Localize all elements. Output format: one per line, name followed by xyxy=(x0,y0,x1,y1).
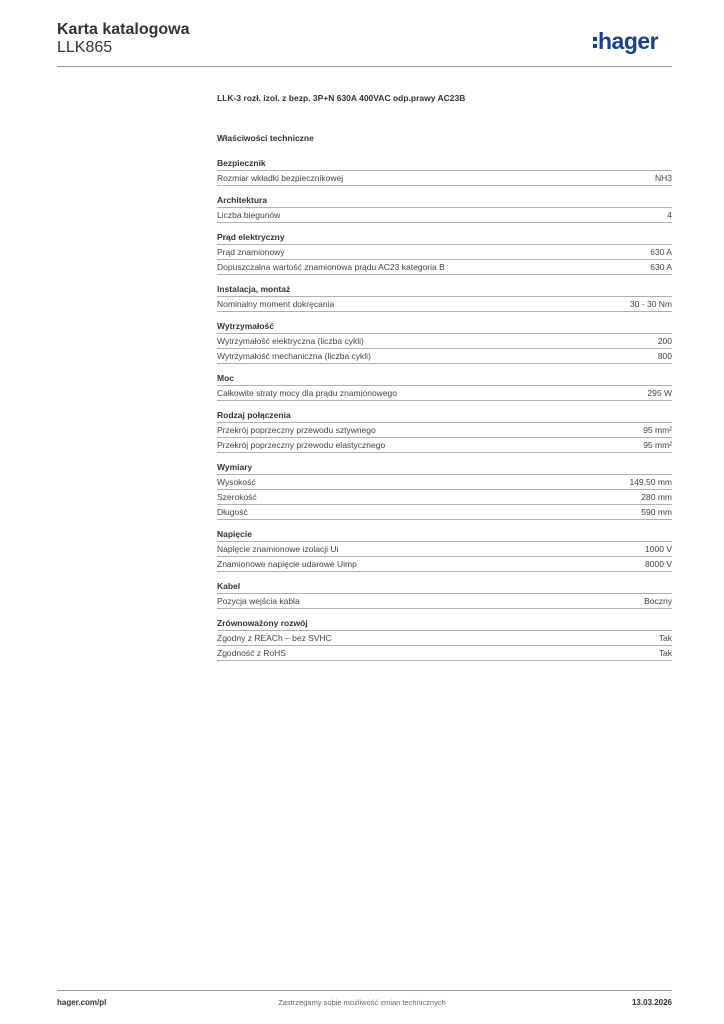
spec-label: Zgodność z RoHS xyxy=(217,648,286,658)
section-rows xyxy=(217,296,672,312)
spec-row xyxy=(217,437,672,453)
section-title: Rodzaj połączenia xyxy=(217,410,291,420)
spec-label: Wytrzymałość mechaniczna (liczba cykli) xyxy=(217,351,371,361)
spec-value: 95 mm² xyxy=(643,425,672,435)
spec-row xyxy=(217,259,672,275)
spec-row xyxy=(217,348,672,364)
spec-label: Całkowite straty mocy dla prądu znamionowego xyxy=(217,388,398,398)
spec-section xyxy=(217,372,672,401)
footer-date: 13.03.2026 xyxy=(631,998,672,1007)
spec-label: Dopuszczalna wartość znamionowa prądu AC23 kategoria B xyxy=(217,262,445,272)
section-rows xyxy=(217,593,672,609)
footer-website: hager.com/pl xyxy=(57,998,107,1007)
spec-value: Tak xyxy=(658,633,672,643)
document-title: Karta katalogowa xyxy=(57,21,190,38)
section-rows xyxy=(217,207,672,223)
spec-section xyxy=(217,409,672,453)
spec-row xyxy=(217,645,672,661)
spec-value: 30 - 30 Nm xyxy=(629,299,672,309)
section-title: Instalacja, montaż xyxy=(217,284,291,294)
spec-section xyxy=(217,283,672,312)
spec-row xyxy=(217,474,672,489)
spec-section xyxy=(217,320,672,364)
spec-section xyxy=(217,528,672,572)
spec-label: Zgodny z REACh – bez SVHC xyxy=(217,633,332,643)
spec-value: 1000 V xyxy=(645,544,672,554)
spec-row xyxy=(217,489,672,504)
logo-text: hager xyxy=(598,27,659,54)
spec-value: 630 A xyxy=(650,262,672,272)
spec-row xyxy=(217,504,672,520)
spec-value: 630 A xyxy=(650,247,672,257)
section-rows xyxy=(217,333,672,364)
spec-section xyxy=(217,461,672,520)
spec-label: Prąd znamionowy xyxy=(217,247,285,257)
spec-label: Przekrój poprzeczny przewodu sztywnego xyxy=(217,425,376,435)
spec-value: Tak xyxy=(658,648,672,658)
spec-sections xyxy=(217,157,672,661)
spec-label: Napięcie znamionowe izolacji Ui xyxy=(217,544,339,554)
spec-label: Rozmiar wkładki bezpiecznikowej xyxy=(217,173,344,183)
spec-value: 590 mm xyxy=(641,507,672,517)
spec-section xyxy=(217,580,672,609)
header-divider xyxy=(57,66,672,67)
spec-row xyxy=(217,541,672,556)
spec-section xyxy=(217,157,672,186)
spec-section xyxy=(217,194,672,223)
section-rows xyxy=(217,170,672,186)
spec-value: 95 mm² xyxy=(643,440,672,450)
spec-value: 4 xyxy=(667,210,672,220)
spec-value: 800 xyxy=(657,351,672,361)
spec-row xyxy=(217,170,672,186)
spec-label: Wytrzymałość elektryczna (liczba cykli) xyxy=(217,336,364,346)
section-rows xyxy=(217,474,672,520)
spec-value: NH3 xyxy=(654,173,672,183)
spec-value: 200 xyxy=(657,336,672,346)
section-title: Prąd elektryczny xyxy=(217,232,285,242)
technical-properties-heading: Właściwości techniczne xyxy=(217,133,314,143)
section-title: Napięcie xyxy=(217,529,252,539)
section-title: Wytrzymałość xyxy=(217,321,275,331)
spec-label: Szerokość xyxy=(217,492,257,502)
spec-value: 295 W xyxy=(647,388,672,398)
section-title: Architektura xyxy=(217,195,268,205)
spec-value: 8000 V xyxy=(645,559,672,569)
section-title: Bezpiecznik xyxy=(217,158,266,168)
footer-divider xyxy=(57,990,672,991)
product-code: LLK865 xyxy=(57,39,113,56)
spec-row xyxy=(217,333,672,348)
section-title: Moc xyxy=(217,373,234,383)
spec-row xyxy=(217,556,672,572)
spec-label: Nominalny moment dokręcania xyxy=(217,299,335,309)
hager-logo xyxy=(593,27,658,55)
logo-colon-mark xyxy=(593,37,597,48)
spec-label: Długość xyxy=(217,507,248,517)
spec-label: Liczba biegunów xyxy=(217,210,281,220)
spec-row xyxy=(217,422,672,437)
spec-row xyxy=(217,630,672,645)
spec-content xyxy=(217,91,672,669)
spec-section xyxy=(217,231,672,275)
spec-value: Boczny xyxy=(644,596,672,606)
spec-value: 280 mm xyxy=(641,492,672,502)
section-title: Wymiary xyxy=(217,462,253,472)
spec-label: Znamionowe napięcie udarowe Uimp xyxy=(217,559,357,569)
spec-row xyxy=(217,244,672,259)
section-rows xyxy=(217,630,672,661)
section-rows xyxy=(217,541,672,572)
spec-label: Przekrój poprzeczny przewodu elastycznego xyxy=(217,440,386,450)
section-title: Kabel xyxy=(217,581,241,591)
section-rows xyxy=(217,244,672,275)
footer-disclaimer: Zastrzegamy sobie możliwość zmian technicznych xyxy=(278,998,446,1007)
product-title: LLK-3 rozł. izol. z bezp. 3P+N 630A 400VAC odp.prawy AC23B xyxy=(217,93,466,103)
spec-label: Pozycja wejścia kabla xyxy=(217,596,300,606)
spec-row xyxy=(217,207,672,223)
spec-section xyxy=(217,617,672,661)
spec-value: 149,50 mm xyxy=(629,477,672,487)
spec-label: Wysokość xyxy=(217,477,256,487)
spec-row xyxy=(217,296,672,312)
section-rows xyxy=(217,422,672,453)
section-title: Zrównoważony rozwój xyxy=(217,618,308,628)
spec-row xyxy=(217,593,672,609)
section-rows xyxy=(217,385,672,401)
spec-row xyxy=(217,385,672,401)
